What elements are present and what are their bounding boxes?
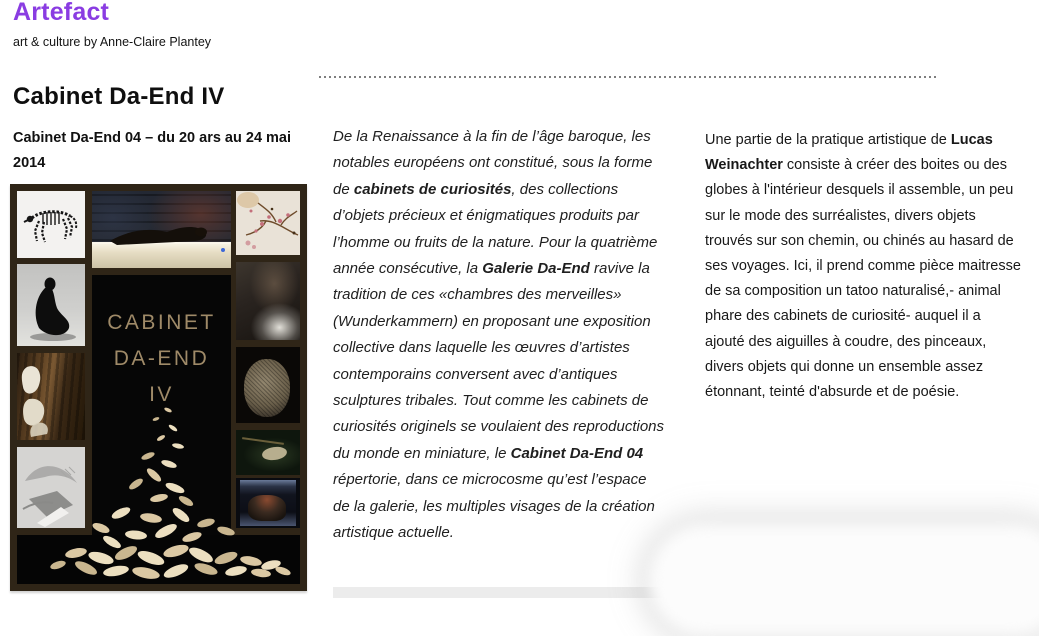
collage-caption-line1: CABINET bbox=[107, 311, 216, 334]
aquarium-rock bbox=[248, 495, 286, 521]
collage-tile-kneeling-sculpture bbox=[17, 264, 85, 346]
collage-tile-skull-head bbox=[236, 347, 300, 423]
skeleton-drawing bbox=[17, 191, 85, 258]
collage-tile-lying-figure-photo bbox=[92, 191, 231, 268]
blue-dot bbox=[221, 248, 225, 252]
collage-tile-aquarium bbox=[236, 478, 300, 528]
kneeling-figure bbox=[17, 264, 85, 346]
wood-white-shapes bbox=[17, 353, 85, 440]
collage-bottom-black-band bbox=[17, 535, 300, 584]
dotted-separator bbox=[319, 76, 937, 78]
collage-tile-misty-painting bbox=[236, 262, 300, 340]
collage-caption-line2: DA-END bbox=[113, 347, 210, 370]
site-tagline: art & culture by Anne-Claire Plantey bbox=[13, 35, 212, 49]
collage-caption bbox=[92, 305, 231, 413]
collage-caption-line3: IV bbox=[149, 383, 174, 406]
animal-skull bbox=[261, 445, 288, 461]
collage-tile-wood-detail bbox=[17, 353, 85, 440]
collage-tile-branches-painting bbox=[236, 191, 300, 255]
article-title: Cabinet Da-End IV bbox=[13, 83, 225, 110]
collage-tile-skull-on-foliage bbox=[236, 430, 300, 475]
collage-image[interactable] bbox=[10, 184, 307, 591]
collage-tile-skeleton-photo bbox=[17, 191, 85, 258]
article-date: Cabinet Da-End 04 – du 20 ars au 24 mai 2014 bbox=[13, 130, 292, 171]
intro-paragraph: De la Renaissance à la fin de l’âge baroque, les notables européens ont constitué, sous la forme de cabinets de curiosités, des collections d’objets précieux et énigmatiques produits par l’homme ou fruits de la nature. Pour la quatrième année consécutive, la Galerie Da-End ravive la tradition de ces «chambres des merveilles» (Wunderkammern) en proposant une exposition collective dans laquelle les œuvres d’artistes contemporains conversent avec d’antiques sculptures tribales. Tout comme les cabinets de curiosités originels se voulaient des reproductions du monde en miniature, le Cabinet Da-End 04 répertorie, dans ce microcosme qu’est l’espace de la galerie, les multiples visages de la création artistique actuelle. bbox=[333, 128, 665, 542]
corner-overlay bbox=[649, 524, 1039, 636]
right-paragraph: Une partie de la pratique artistique de Lucas Weinachter consiste à créer des boites ou des globes à l'intérieur desquels il assemble, un peu sur le mode des surréalistes, divers objets trouvés sur son chemin, ou chinés au hasard de ses voyages. Ici, il prend comme pièce maitresse de sa composition un tatoo naturalisé,- animal phare des cabinets de curiosité- auquel il a ajouté des aiguilles à coudre, des pinceaux, divers objets qui donne un ensemble assez étonnant, teinté d'absurde et de poésie. bbox=[705, 132, 1021, 401]
lying-figure bbox=[92, 191, 231, 268]
site-title-link[interactable]: Artefact bbox=[13, 0, 110, 26]
pencil-strokes bbox=[17, 447, 85, 528]
foliage-branch bbox=[242, 437, 284, 445]
skull-dome bbox=[244, 359, 290, 417]
branches-drawing bbox=[236, 191, 300, 255]
collage-tile-pencil-drawing bbox=[17, 447, 85, 528]
